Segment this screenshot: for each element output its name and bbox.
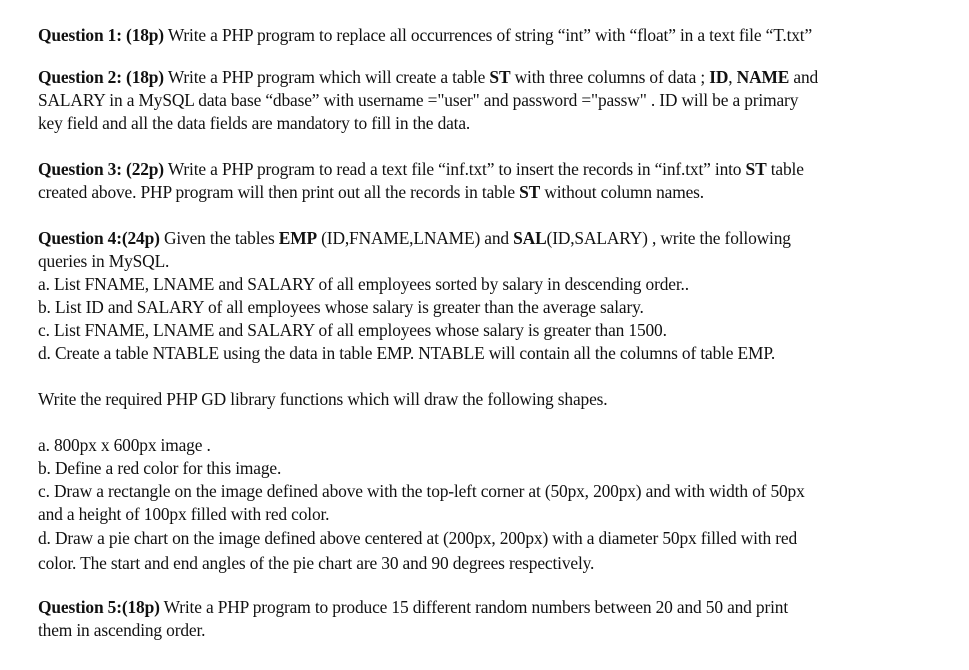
question-3-line-1 — [38, 159, 804, 179]
question-4-item-c — [38, 320, 667, 340]
gd-intro-text: Write the required PHP GD library functions which will draw the following shapes. — [38, 389, 608, 409]
question-2-label: Question 2: (18p) — [38, 67, 164, 87]
gd-item-d-text-1: d. Draw a pie chart on the image defined above centered at (200px, 200px) with a diameter 50px filled with red — [38, 528, 798, 548]
gd-item-c-line-2 — [38, 504, 329, 524]
table-name-st: ST — [519, 182, 541, 202]
question-1-text: Write a PHP program to replace all occurrences of string “int” with “float” in a text file “T.txt” — [163, 25, 813, 45]
question-4-line-2 — [38, 251, 169, 271]
question-4-text-d: queries in MySQL. — [38, 251, 170, 271]
question-5-text-b: them in ascending order. — [38, 620, 206, 640]
question-1-label: Question 1: (18p) — [38, 25, 164, 45]
gd-intro — [38, 389, 607, 409]
question-2-line-1 — [38, 67, 818, 87]
question-3-text-d: without column names. — [540, 182, 704, 202]
question-4-item-c-text: c. List FNAME, LNAME and SALARY of all employees whose salary is greater than 1500. — [38, 320, 667, 340]
question-3-text-b: table — [766, 159, 804, 179]
question-4-item-a — [38, 274, 689, 294]
question-2-text-f: key field and all the data fields are mandatory to fill in the data. — [38, 113, 471, 133]
question-5-label: Question 5:(18p) — [38, 597, 160, 617]
question-2-line-2 — [38, 90, 798, 110]
gd-item-b-text: b. Define a red color for this image. — [38, 458, 282, 478]
table-name-st: ST — [745, 159, 767, 179]
question-4-item-b — [38, 297, 644, 317]
question-5-text-a: Write a PHP program to produce 15 different random numbers between 20 and 50 and print — [159, 597, 789, 617]
gd-item-c-text-1: c. Draw a rectangle on the image defined above with the top-left corner at (50px, 200px) and with width of 50px — [38, 481, 805, 501]
gd-item-c-line-1 — [38, 481, 805, 501]
column-salary: SALARY — [38, 90, 106, 110]
question-4-text-b: (ID,FNAME,LNAME) and — [316, 228, 514, 248]
gd-item-d-line-2 — [38, 553, 594, 573]
column-name: NAME — [736, 67, 790, 87]
question-3-label: Question 3: (22p) — [38, 159, 164, 179]
gd-item-a — [38, 435, 211, 455]
question-4-item-a-text: a. List FNAME, LNAME and SALARY of all employees sorted by salary in descending order.. — [38, 274, 689, 294]
question-2-text-d: in a MySQL data base “dbase” with username ="user" and password ="passw" . — [105, 90, 660, 110]
question-2-text-b: with three columns of data ; — [510, 67, 710, 87]
question-5-line-1 — [38, 597, 788, 617]
table-name-st: ST — [489, 67, 511, 87]
question-1-line-1 — [38, 25, 812, 45]
question-4-text-c: (ID,SALARY) , write the following — [546, 228, 791, 248]
question-2-line-3 — [38, 113, 470, 133]
question-4-label: Question 4:(24p) — [38, 228, 160, 248]
primary-key-id: ID — [659, 90, 678, 110]
gd-item-b — [38, 458, 281, 478]
column-id: ID — [709, 67, 729, 87]
gd-item-a-text: a. 800px x 600px image . — [38, 435, 211, 455]
question-4-item-b-text: b. List ID and SALARY of all employees whose salary is greater than the average salary. — [38, 297, 644, 317]
question-3-text-c: created above. PHP program will then print out all the records in table — [38, 182, 520, 202]
question-2-text-e: will be a primary — [677, 90, 799, 110]
question-2-text-c: and — [789, 67, 819, 87]
question-3-text-a: Write a PHP program to read a text file “inf.txt” to insert the records in “inf.txt” into — [163, 159, 746, 179]
question-5-line-2 — [38, 620, 205, 640]
gd-item-c-text-2: and a height of 100px filled with red color. — [38, 504, 330, 524]
table-name-emp: EMP — [278, 228, 317, 248]
gd-item-d-text-2: color. The start and end angles of the pie chart are 30 and 90 degrees respectively. — [38, 553, 595, 573]
question-4-item-d-text: d. Create a table NTABLE using the data in table EMP. NTABLE will contain all the columns of table EMP. — [38, 343, 776, 363]
question-3-line-2 — [38, 182, 704, 202]
question-4-text-a: Given the tables — [159, 228, 279, 248]
question-4-line-1 — [38, 228, 791, 248]
question-4-item-d — [38, 343, 775, 363]
question-2-text-a: Write a PHP program which will create a table — [163, 67, 490, 87]
question-2-comma: , — [728, 67, 737, 87]
gd-item-d-line-1 — [38, 528, 797, 548]
table-name-sal: SAL — [513, 228, 547, 248]
